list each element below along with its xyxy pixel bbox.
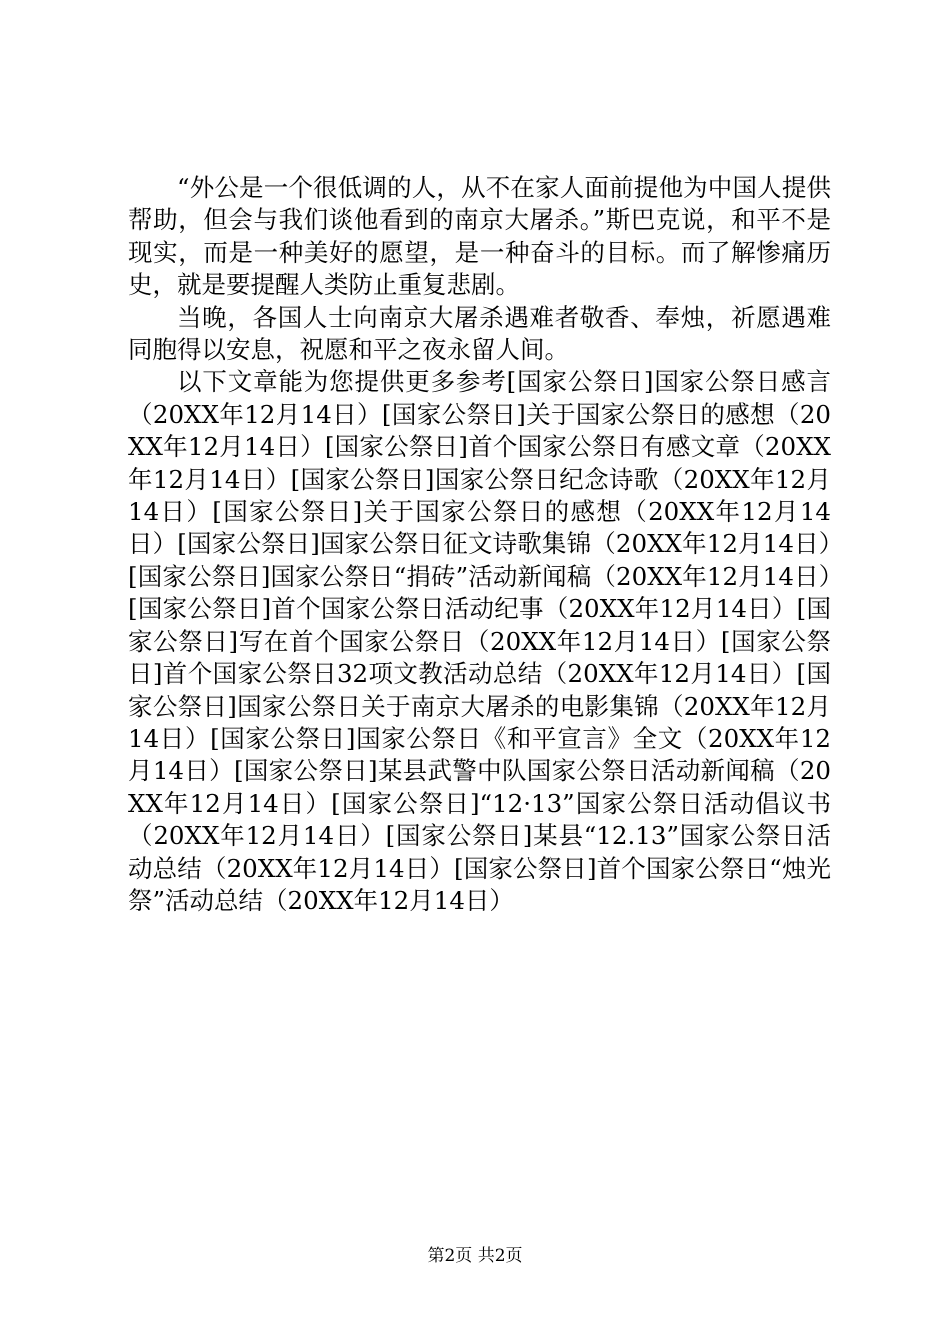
- paragraph-quote: “外公是一个很低调的人，从不在家人面前提他为中国人提供帮助，但会与我们谈他看到的南京大屠杀。”斯巴克说，和平不是现实，而是一种美好的愿望，是一种奋斗的目标。而了解惨痛历史，就是要提醒人类防止重复悲剧。: [128, 173, 831, 300]
- paragraph-evening: 当晚，各国人士向南京大屠杀遇难者敬香、奉烛，祈愿遇难同胞得以安息，祝愿和平之夜永留人间。: [128, 302, 831, 365]
- paragraph-related-articles: 以下文章能为您提供更多参考[国家公祭日]国家公祭日感言（20XX年12月14日）[国家公祭日]关于国家公祭日的感想（20XX年12月14日）[国家公祭日]首个国家公祭日有感文章（20XX年12月14日）[国家公祭日]国家公祭日纪念诗歌（20XX年12月14日）[国家公祭日]关于国家公祭日的感想（20XX年12月14日）[国家公祭日]国家公祭日征文诗歌集锦（20XX年12月14日）[国家公祭日]国家公祭日“捐砖”活动新闻稿（20XX年12月14日）[国家公祭日]首个国家公祭日活动纪事（20XX年12月14日）[国家公祭日]写在首个国家公祭日（20XX年12月14日）[国家公祭日]首个国家公祭日32项文教活动总结（20XX年12月14日）[国家公祭日]国家公祭日关于南京大屠杀的电影集锦（20XX年12月14日）[国家公祭日]国家公祭日《和平宣言》全文（20XX年12月14日）[国家公祭日]某县武警中队国家公祭日活动新闻稿（20XX年12月14日）[国家公祭日]“12·13”国家公祭日活动倡议书（20XX年12月14日）[国家公祭日]某县“12.13”国家公祭日活动总结（20XX年12月14日）[国家公祭日]首个国家公祭日“烛光祭”活动总结（20XX年12月14日）: [128, 367, 831, 915]
- page-footer: [0, 1244, 950, 1268]
- page-number: 第2页 共2页: [427, 1246, 523, 1266]
- document-body: [128, 172, 831, 917]
